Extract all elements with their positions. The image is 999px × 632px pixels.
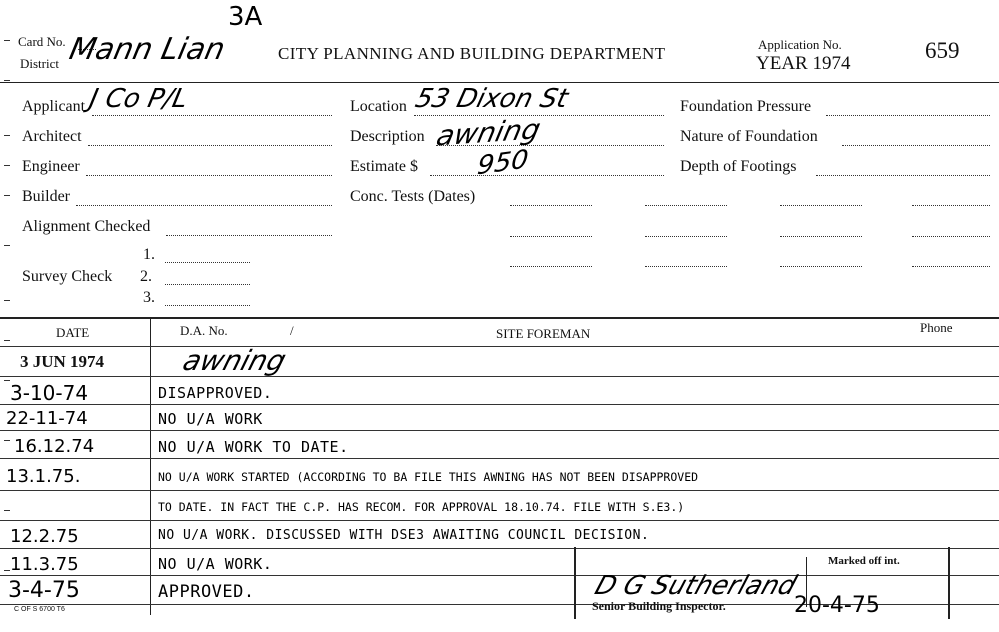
row-entry: NO U/A WORK. DISCUSSED WITH DSE3 AWAITING COUNCIL DECISION. (158, 528, 650, 543)
top-mark: 3A (228, 2, 263, 32)
survey-item-3: 3. (143, 289, 155, 306)
location-value: 53 Dixon St (412, 84, 572, 114)
department-title: CITY PLANNING AND BUILDING DEPARTMENT (278, 44, 666, 63)
marked-off-label: Marked off int. (828, 555, 900, 567)
applicant-value: J Co P/L (86, 84, 191, 114)
row-date: 22-11-74 (6, 408, 88, 429)
card-no-label: Card No. (18, 34, 66, 49)
application-number: 659 (925, 38, 960, 63)
row-entry: APPROVED. (158, 582, 255, 602)
nature-foundation-label: Nature of Foundation (680, 128, 818, 145)
alignment-label: Alignment Checked (22, 218, 151, 235)
district-value: Mann Lian (66, 32, 229, 67)
col-da-no: D.A. No. (180, 323, 228, 338)
signature: D G Sutherland (591, 571, 801, 601)
col-slash: / (290, 323, 294, 338)
application-label: Application No. (758, 37, 842, 52)
row-entry: TO DATE. IN FACT THE C.P. HAS RECOM. FOR APPROVAL 18.10.74. FILE WITH S.E3.) (158, 500, 685, 514)
applicant-label: Applicant (22, 98, 86, 115)
architect-label: Architect (22, 128, 82, 145)
survey-item-2: 2. (140, 268, 152, 285)
depth-footings-label: Depth of Footings (680, 158, 797, 175)
row-date: 16.12.74 (14, 436, 95, 457)
row-entry: awning (179, 344, 290, 377)
inspector-stamp (574, 547, 950, 619)
row-date: 3 JUN 1974 (20, 352, 105, 371)
col-date: DATE (56, 325, 90, 340)
row-entry: DISAPPROVED. (158, 384, 273, 402)
location-label: Location (350, 98, 407, 115)
inspector-label: Senior Building Inspector. (592, 599, 726, 613)
row-date: 3-10-74 (10, 381, 89, 405)
description-value: awning (433, 112, 544, 153)
row-date: 13.1.75. (6, 466, 81, 487)
form-code: C OF S 6700 T6 (14, 606, 65, 613)
estimate-label: Estimate $ (350, 158, 418, 175)
row-entry: NO U/A WORK (158, 410, 263, 428)
conc-tests-label: Conc. Tests (Dates) (350, 188, 476, 205)
inspector-date: 20-4-75 (794, 593, 880, 618)
estimate-value: 950 (475, 144, 530, 182)
description-label: Description (350, 128, 425, 145)
district-label: District (20, 56, 59, 71)
col-site-foreman: SITE FOREMAN (496, 326, 591, 341)
foundation-pressure-label: Foundation Pressure (680, 98, 812, 115)
row-entry: NO U/A WORK STARTED (ACCORDING TO BA FILE THIS AWNING HAS NOT BEEN DISAPPROVED (158, 470, 699, 484)
year-label: YEAR 1974 (756, 53, 851, 74)
row-date: 11.3.75 (10, 554, 79, 575)
row-date: 12.2.75 (10, 526, 79, 547)
survey-item-1: 1. (143, 246, 155, 263)
row-entry: NO U/A WORK TO DATE. (158, 438, 349, 456)
survey-label: Survey Check (22, 268, 113, 285)
row-entry: NO U/A WORK. (158, 555, 273, 573)
col-phone: Phone (920, 320, 953, 335)
row-date: 3-4-75 (8, 578, 80, 603)
builder-label: Builder (22, 188, 70, 205)
engineer-label: Engineer (22, 158, 80, 175)
